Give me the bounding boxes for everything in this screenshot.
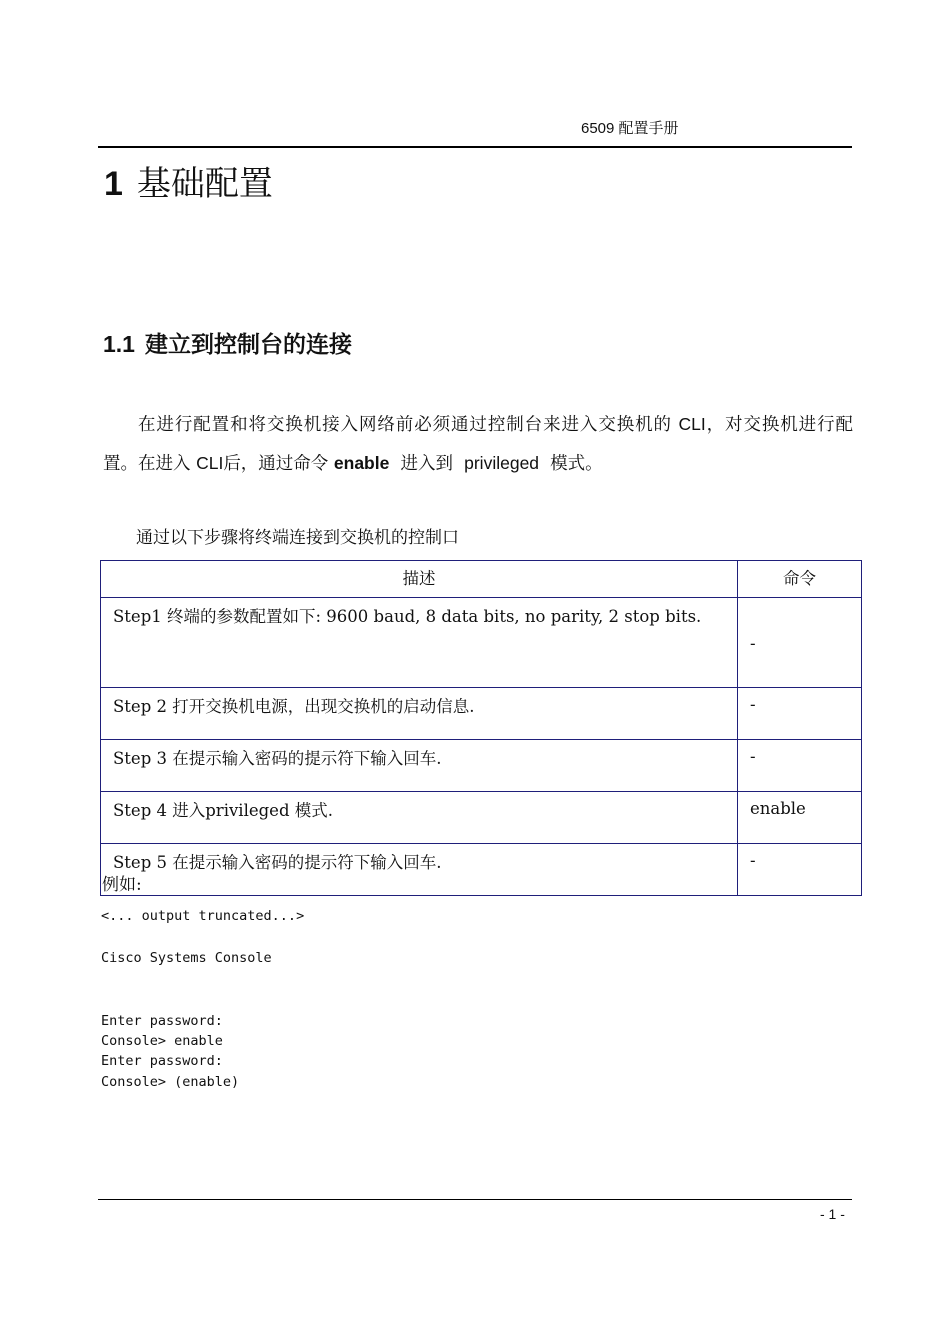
cli-term: CLI xyxy=(678,414,706,434)
intro-segment: ，对交换机进行配置。在进入 xyxy=(103,415,854,474)
chapter-title: 基础配置 xyxy=(136,164,273,204)
intro-segment: 在进行配置和将交换机接入网络前必须通过控制台来进入交换机的 xyxy=(138,415,672,435)
step-description: Step 3 在提示输入密码的提示符下输入回车. xyxy=(101,740,738,792)
step-command: - xyxy=(737,688,861,740)
table-row xyxy=(101,844,862,896)
cli-term: CLI xyxy=(196,453,224,473)
table-header-row xyxy=(101,561,862,598)
header-title-text: 6509 配置手册 xyxy=(581,120,679,137)
step-description: Step 2 打开交换机电源，出现交换机的启动信息. xyxy=(101,688,738,740)
code-line: Enter password: xyxy=(101,1053,223,1069)
step-description: Step1 终端的参数配置如下: 9600 baud, 8 data bits, no parity, 2 stop bits. xyxy=(101,598,738,688)
step-command: - xyxy=(737,844,861,896)
steps-table xyxy=(100,560,862,896)
step-description: Step 5 在提示输入密码的提示符下输入回车. xyxy=(101,844,738,896)
table-row xyxy=(101,598,862,688)
section-heading xyxy=(103,328,352,361)
table-row xyxy=(101,688,862,740)
table-row xyxy=(101,792,862,844)
step-command: enable xyxy=(737,792,861,844)
code-line: Console> (enable) xyxy=(101,1074,240,1090)
header-rule xyxy=(98,146,852,148)
code-line: Console> enable xyxy=(101,1033,223,1049)
step-command: - xyxy=(737,598,861,688)
table-row xyxy=(101,740,862,792)
steps-intro: 通过以下步骤将终端连接到交换机的控制口 xyxy=(136,528,459,548)
header-description: 描述 xyxy=(101,561,738,598)
section-title: 建立到控制台的连接 xyxy=(144,332,352,358)
footer-rule xyxy=(98,1199,852,1200)
code-line: Enter password: xyxy=(101,1013,223,1029)
intro-segment: 进入到 xyxy=(400,454,453,474)
page-number: - 1 - xyxy=(820,1206,845,1222)
privileged-mode: privileged xyxy=(464,453,540,473)
example-label: 例如: xyxy=(102,875,142,895)
step-description: Step 4 进入privileged 模式. xyxy=(101,792,738,844)
intro-segment: 后，通过命令 xyxy=(223,454,329,474)
chapter-number: 1 xyxy=(104,165,123,203)
intro-text xyxy=(103,405,853,483)
section-number: 1.1 xyxy=(103,331,135,357)
intro-segment: 模式。 xyxy=(550,454,603,474)
header-command: 命令 xyxy=(737,561,861,598)
code-line: <... output truncated...> xyxy=(101,908,305,924)
step-command: - xyxy=(737,740,861,792)
enable-command: enable xyxy=(333,453,390,473)
chapter-heading xyxy=(104,162,273,206)
header-title xyxy=(581,117,679,138)
code-line: Cisco Systems Console xyxy=(101,950,272,966)
intro-paragraph xyxy=(103,405,853,483)
